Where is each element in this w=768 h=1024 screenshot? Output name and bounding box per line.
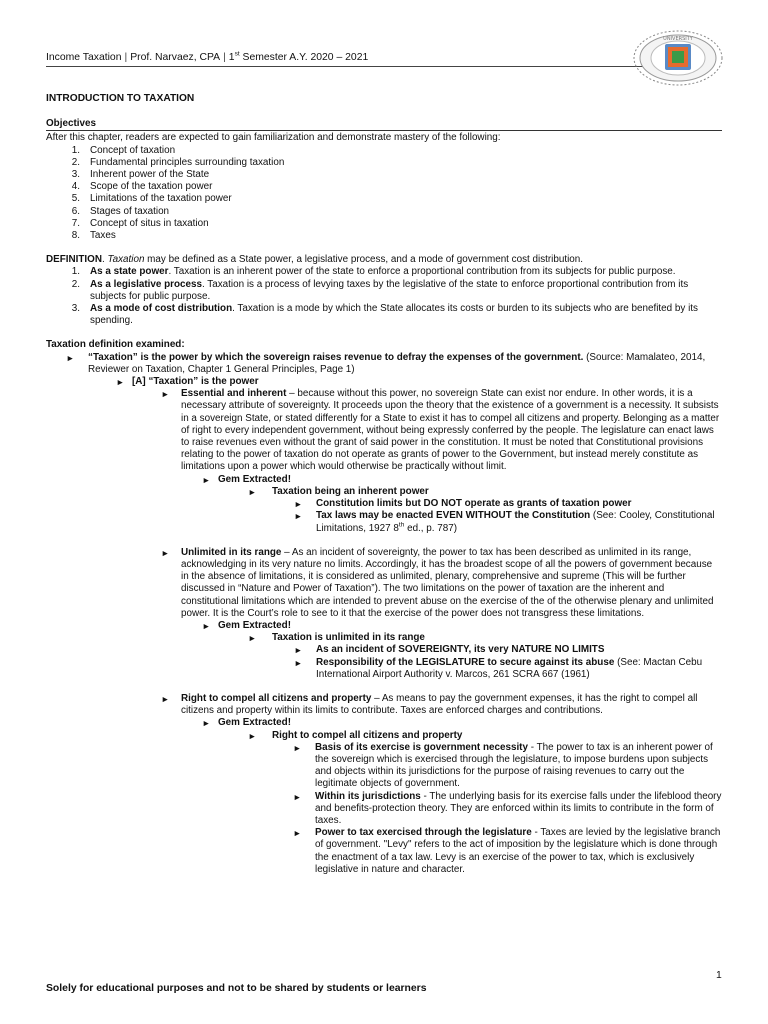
objectives-heading: Objectives xyxy=(46,118,722,131)
page-header: Income Taxation | Prof. Narvaez, CPA | 1st Semester A.Y. 2020 – 2021 xyxy=(46,50,369,63)
semester-info: 1st Semester A.Y. 2020 – 2021 xyxy=(228,50,369,63)
arrow-icon: ► xyxy=(293,742,302,753)
list-item: 2. As a legislative process. Taxation is a process of levying taxes by the legislative of the state to enforce proportional contribution from its subjects for public purpose. xyxy=(71,278,689,302)
objectives-list xyxy=(66,145,722,243)
list-item: ► Unlimited in its range – As an incident of sovereignty, the power to tax has been described as unlimited in its range, acknowledging in its very nature no limits. Accordingly, it has the broadest scope of all the powers of government because in the absence of limitations, it is considered as unlimited, plenary, comprehensive and supreme (This will be further discussed in “Nature and Power of Taxation”). The two limitations on the power of taxation are the inherent and constitutional limitations which are intended to prevent abuse on the exercise of the of the otherwise plenary and unlimited power. It is the Court’s role to see to it that the exercise of the power does not transgress these limitations. xyxy=(161,546,714,619)
list-item: ► Within its jurisdictions - The underlying basis for its exercise falls under the lifeblood theory and benefits-protection theory. They are enforced within its limits to contribute in the form of taxes. xyxy=(293,790,722,826)
list-item: ► Gem Extracted! xyxy=(202,717,291,729)
arrow-icon: ► xyxy=(202,474,211,485)
arrow-icon: ► xyxy=(248,730,257,741)
list-item: ► Basis of its exercise is government necessity - The power to tax is an inherent power of the sovereign which is exercised through the legislature, to impose burdens upon subjects and objects within its jurisdictions for the purpose of raising revenues to carry out the legitimate objects of government. xyxy=(293,741,713,790)
arrow-icon: ► xyxy=(161,547,170,558)
arrow-icon: ► xyxy=(116,377,125,388)
arrow-icon: ► xyxy=(161,389,170,400)
list-item: ► Responsibility of the LEGISLATURE to secure against its abuse (See: Mactan Cebu International Airport Authority v. Marcos, 261 SCRA 667 (1961) xyxy=(294,656,703,680)
list-item: ► Right to compel all citizens and property xyxy=(248,729,463,741)
professor-name: Prof. Narvaez, CPA xyxy=(130,52,221,63)
page-number: 1 xyxy=(716,970,722,981)
arrow-icon: ► xyxy=(293,828,302,839)
list-item: ► Gem Extracted! xyxy=(202,619,291,631)
examined-heading: Taxation definition examined: xyxy=(46,339,185,351)
list-item: ► Constitution limits but DO NOT operate as grants of taxation power xyxy=(294,498,632,510)
definition-list xyxy=(66,266,722,327)
list-item: 3. Inherent power of the State xyxy=(71,169,210,181)
list-item: 2. Fundamental principles surrounding taxation xyxy=(71,156,285,168)
definition-paragraph: DEFINITION. Taxation may be defined as a State power, a legislative process, and a mode of government cost distribution. xyxy=(46,254,584,266)
list-item: ► Tax laws may be enacted EVEN WITHOUT the Constitution (See: Cooley, Constitutional Limitations, 1927 8th ed., p. 787) xyxy=(294,510,715,534)
arrow-icon: ► xyxy=(294,657,303,668)
arrow-icon: ► xyxy=(202,620,211,631)
page-footer: Solely for educational purposes and not to be shared by students or learners xyxy=(46,983,427,994)
arrow-icon: ► xyxy=(294,511,303,522)
list-item: ► As an incident of SOVEREIGNTY, its very NATURE NO LIMITS xyxy=(294,644,605,656)
objectives-intro: After this chapter, readers are expected to gain familiarization and demonstrate mastery of the following: xyxy=(46,132,501,144)
list-item: ► Taxation being an inherent power xyxy=(248,485,429,497)
arrow-icon: ► xyxy=(248,486,257,497)
svg-text:UNIVERSITY: UNIVERSITY xyxy=(663,36,693,42)
list-item: 4. Scope of the taxation power xyxy=(71,181,213,193)
list-item: ► Power to tax exercised through the legislature - Taxes are levied by the legislative branch of government. "Levy" refers to the act of imposition by the legislature which is done through the enactment of a tax law. Levy is an exercise of the power to tax, which is exclusively legislative in nature and character. xyxy=(293,827,721,875)
arrow-icon: ► xyxy=(294,645,303,656)
list-item: 1. Concept of taxation xyxy=(71,144,176,156)
header-rule xyxy=(46,66,670,67)
list-item: ► Taxation is unlimited in its range xyxy=(248,632,425,644)
page-title: INTRODUCTION TO TAXATION xyxy=(46,93,195,104)
list-item: ► [A] “Taxation” is the power xyxy=(116,376,259,388)
university-seal-logo xyxy=(632,30,724,86)
list-item: 5. Limitations of the taxation power xyxy=(71,193,232,205)
list-item: ► Essential and inherent – because without this power, no sovereign State can exist nor endure. In other words, it is a necessary attribute of sovereignty. It proceeds upon the theory that the existence of a government is a necessity. It subsists in a sovereign State, or stated differently for a State to exist it has to compel all citizens and property. Belonging as a matter of right to every independent government, without being expressly conferred by the people. The legislature can enact laws to raise revenues even without the grant of said power in the constitution. It must be noted that Constitutional provisions relating to the power of taxation do not operate as grants of power to the Government, but instead merely constitute as limitations upon a power which would otherwise be practically without limit. xyxy=(161,388,720,473)
list-item: 1. As a state power. Taxation is an inherent power of the state to enforce a proportional contribution from its subjects for public purpose. xyxy=(71,266,676,278)
list-item: ► Right to compel all citizens and property – As means to pay the government expenses, it has the right to compel all citizens and property within its limits to contribute. Taxes are enforced charges and contributions. xyxy=(161,692,698,717)
course-name: Income Taxation xyxy=(46,52,122,63)
arrow-icon: ► xyxy=(161,693,170,704)
list-item: 6. Stages of taxation xyxy=(71,205,170,217)
arrow-icon: ► xyxy=(202,718,211,729)
list-item: 7. Concept of situs in taxation xyxy=(71,217,209,229)
arrow-icon: ► xyxy=(293,791,302,802)
list-item: ► “Taxation” is the power by which the sovereign raises revenue to defray the expenses of the government. (Source: Mamalateo, 2014, Reviewer on Taxation, Chapter 1 General Principles, Page 1) xyxy=(66,351,706,375)
arrow-icon: ► xyxy=(66,352,75,363)
list-item: ► Gem Extracted! xyxy=(202,473,291,485)
list-item: 8. Taxes xyxy=(71,230,116,242)
arrow-icon: ► xyxy=(294,499,303,510)
document-body xyxy=(46,93,722,876)
arrow-icon: ► xyxy=(248,633,257,644)
list-item: 3. As a mode of cost distribution. Taxation is a mode by which the State allocates its costs or burden to its subjects who are benefited by its spending. xyxy=(71,303,698,327)
